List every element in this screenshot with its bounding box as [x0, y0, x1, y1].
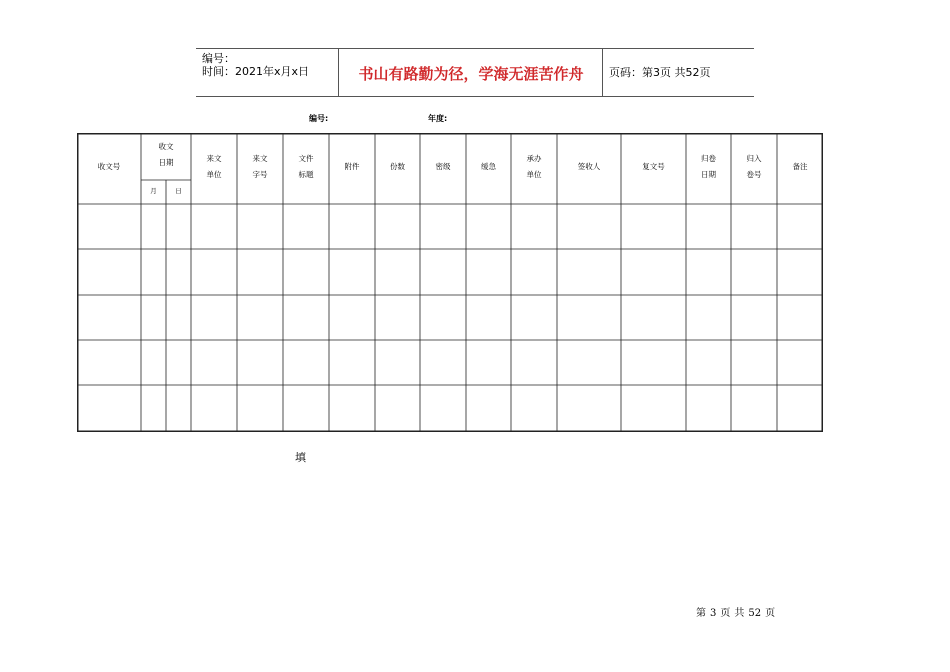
column-header-from_number: 来文 字号 [252, 154, 268, 179]
column-header-handling_unit: 承办 单位 [526, 154, 542, 179]
footer-total-num: 52 [748, 608, 762, 619]
column-header-copies: 份数 [390, 162, 405, 171]
header-top-rule [196, 48, 754, 49]
footer-total-suffix: 页 [765, 608, 776, 619]
footer-page-num: 3 [710, 608, 717, 619]
column-header-receipt_no: 收文号 [97, 162, 121, 171]
header-divider-left [338, 48, 339, 96]
meta-number-label: 编号: [309, 114, 329, 123]
column-header-receipt_date: 收文 日期 [158, 142, 174, 167]
column-header-reply_no: 复文号 [642, 162, 665, 171]
column-header-from_unit: 来文 单位 [206, 154, 222, 179]
header-time-label: 时间：2021年x月x日 [202, 65, 310, 78]
date-sub-header-1: 日 [175, 187, 182, 195]
fill-note: 填 [295, 451, 306, 464]
header-bottom-rule [196, 96, 754, 97]
header-page-code: 页码：第3页 共52页 [609, 66, 711, 79]
header-number-label: 编号： [202, 52, 235, 65]
column-header-remarks: 备注 [792, 162, 808, 171]
receipt-register-table [77, 133, 823, 432]
page-footer [696, 604, 779, 619]
column-header-security: 密级 [435, 162, 451, 171]
footer-page-prefix: 第 [696, 608, 706, 619]
column-header-urgency: 缓急 [481, 162, 496, 171]
date-sub-header-0: 月 [150, 187, 157, 195]
column-header-doc_title: 文件 标题 [298, 154, 314, 179]
footer-page-mid: 页 [720, 608, 731, 619]
header-motto: 书山有路勤为径，学海无涯苦作舟 [358, 65, 584, 83]
meta-year-label: 年度: [428, 114, 448, 123]
column-header-archive_date: 归卷 日期 [701, 154, 716, 179]
column-header-attachment: 附件 [344, 162, 360, 171]
header-divider-right [602, 48, 603, 96]
footer-total-prefix: 共 [734, 608, 745, 619]
column-header-signee: 签收人 [577, 162, 601, 171]
column-header-archive_volume: 归入 卷号 [746, 154, 762, 179]
